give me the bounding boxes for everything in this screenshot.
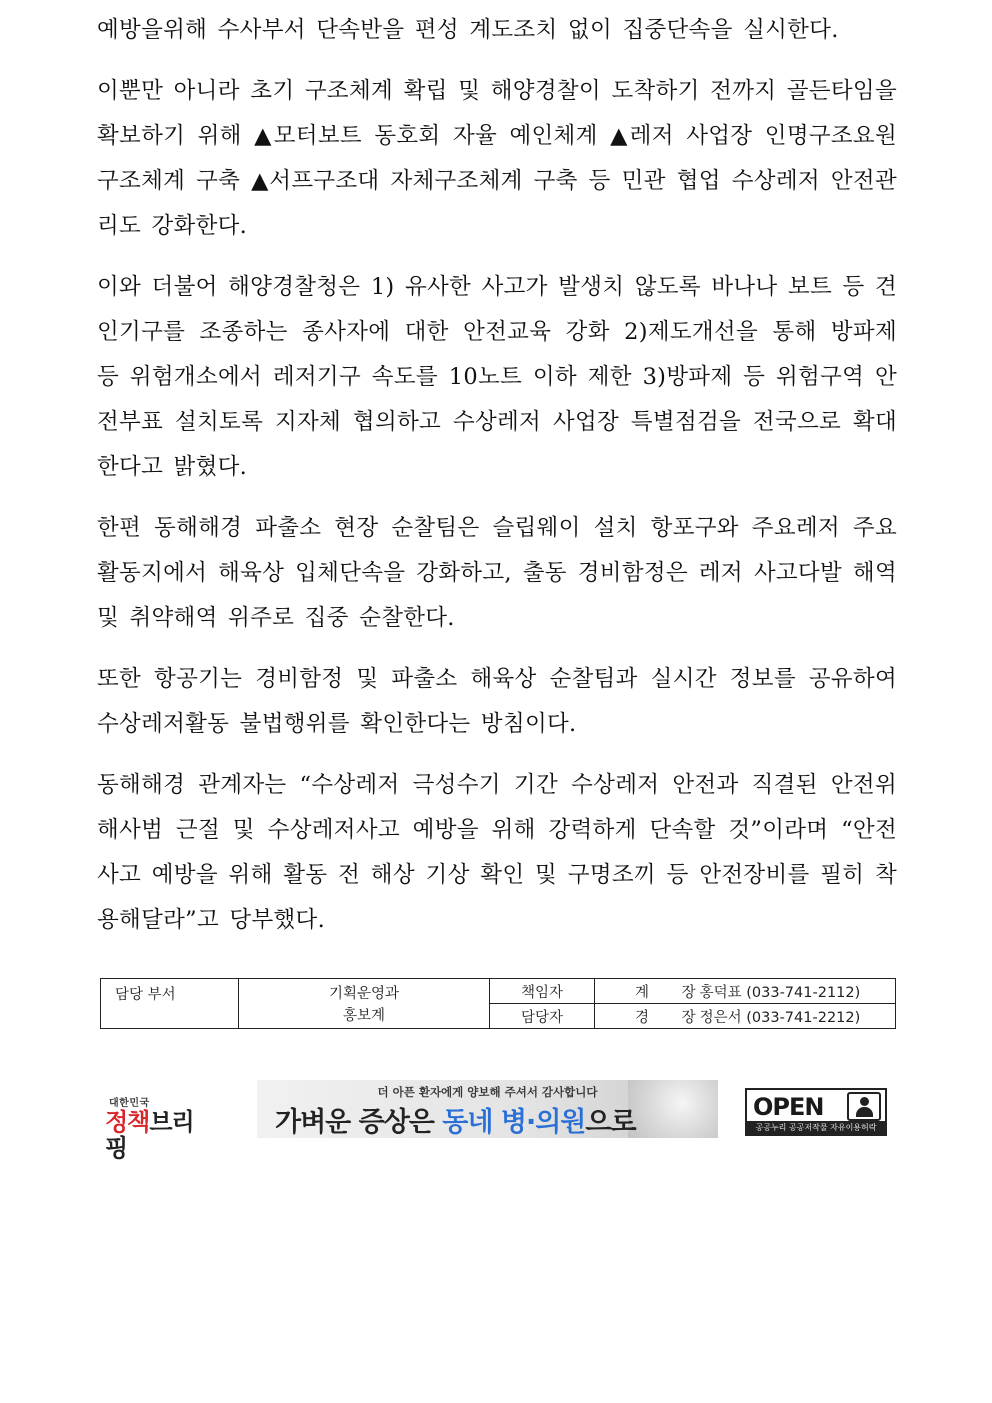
paragraph: 이뿐만 아니라 초기 구조체계 확립 및 해양경찰이 도착하기 전까지 골든타임을 확보하기 위해 ▲모터보트 동호회 자율 예인체계 ▲레저 사업장 인명구조요원 구조체계 구축 ▲서프구조대 자체구조체계 구축 등 민관 협업 수상레저 안전관리도 강화한다. (97, 78, 897, 239)
department-line-1: 기획운영과 (328, 985, 400, 1002)
press-release-body (97, 8, 897, 959)
department-label: 담당 부서 (101, 979, 239, 1029)
paragraph: 이와 더불어 해양경찰청은 1) 유사한 사고가 발생치 않도록 바나나 보트 등 견인기구를 조종하는 종사자에 대한 안전교육 강화 2)제도개선을 통해 방파제 등 위험개소에서 레저기구 속도를 10노트 이하 제한 3)방파제 등 위험구역 안전부표 설치토록 지자체 협의하고 수상레저 사업장 특별점검을 전국으로 확대한다고 밝혔다. (97, 274, 897, 480)
kogl-open-badge[interactable] (745, 1088, 887, 1136)
role-staff: 담당자 (490, 1004, 595, 1029)
paragraph: 또한 항공기는 경비함정 및 파출소 해육상 순찰팀과 실시간 정보를 공유하여 수상레저활동 불법행위를 확인한다는 방침이다. (97, 666, 897, 737)
person-head-shape (860, 1097, 869, 1106)
paragraph: 동해해경 관계자는 “수상레저 극성수기 기간 수상레저 안전과 직결된 안전위해사범 근절 및 수상레저사고 예방을 위해 강력하게 단속할 것”이라며 “안전사고 예방을 위해 활동 전 해상 기상 확인 및 구명조끼 등 안전장비를 필히 착용해달라”고 당부했다. (97, 772, 897, 933)
attribution-person-icon (847, 1092, 881, 1121)
banner-main-part-1: 가벼운 증상은 (275, 1107, 443, 1138)
campaign-banner[interactable] (257, 1080, 718, 1138)
footer-bar (0, 1078, 992, 1162)
open-word: OPEN (753, 1093, 824, 1121)
contact-row-manager (101, 979, 896, 1004)
logo-main-text (105, 1109, 215, 1161)
department-line-2: 홍보계 (342, 1007, 386, 1024)
role-manager: 책임자 (490, 979, 595, 1004)
department-name (239, 979, 490, 1029)
banner-main-part-2: 동네 병·의원 (442, 1107, 586, 1138)
logo-small-text: 대한민국 (109, 1098, 150, 1109)
rank-manager: 계 장 (635, 984, 710, 1001)
rank-staff: 경 장 (635, 1009, 710, 1026)
name-phone-manager: 홍덕표 (033-741-2112) (699, 984, 861, 1001)
banner-main-part-3: 으로 (585, 1107, 636, 1138)
person-staff (595, 1004, 896, 1029)
paragraph: 예방을위해 수사부서 단속반을 편성 계도조치 없이 집중단속을 실시한다. (97, 17, 839, 43)
person-manager (595, 979, 896, 1004)
logo-part-2: 브리핑 (105, 1108, 194, 1162)
person-torso-shape (856, 1107, 873, 1117)
logo-part-1: 정책 (105, 1108, 150, 1136)
name-phone-staff: 정은서 (033-741-2212) (699, 1009, 861, 1026)
policy-briefing-logo[interactable] (105, 1094, 215, 1162)
banner-main-text (275, 1100, 636, 1138)
banner-top-text: 더 아픈 환자에게 양보해 주셔서 감사합니다 (377, 1085, 598, 1099)
paragraph: 한편 동해해경 파출소 현장 순찰팀은 슬립웨이 설치 항포구와 주요레저 주요 활동지에서 해육상 입체단속을 강화하고, 출동 경비함정은 레저 사고다발 해역 및 취약해역 위주로 집중 순찰한다. (97, 515, 897, 631)
contact-table (100, 978, 896, 1029)
open-subtitle: 공공누리 공공저작물 자유이용허락 (747, 1121, 885, 1134)
